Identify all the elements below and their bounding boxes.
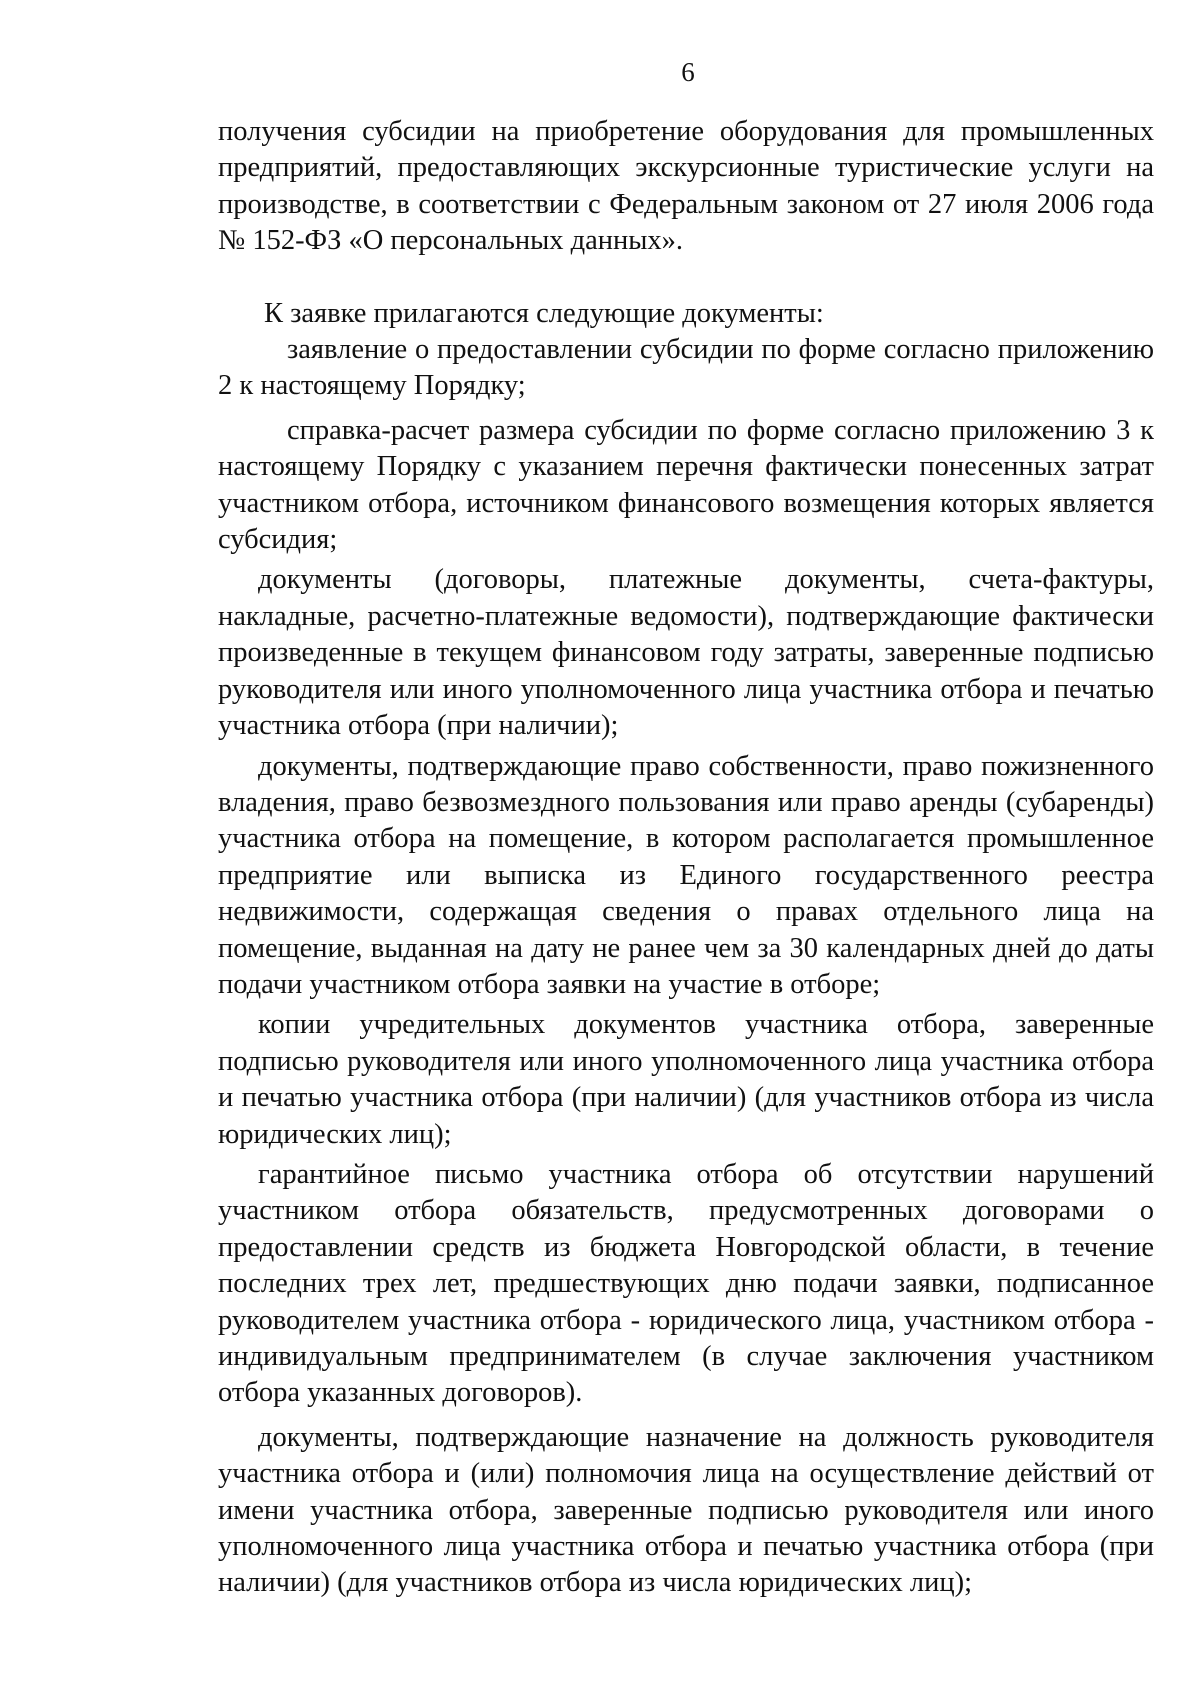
paragraph-consent-continuation: получения субсидии на приобретение оборудования для промышленных предприятий, предоставляющих экскурсионные туристические услуги на производстве, в соответствии с Федеральным законом от 27 июля 2006 года № 152-ФЗ «О персональных данных». — [218, 116, 1154, 257]
paragraph-application-form: заявление о предоставлении субсидии по форме согласно приложению 2 к настоящему Порядку; — [218, 334, 1154, 402]
paragraph-founding-documents: копии учредительных документов участника отбора, заверенные подписью руководителя или иного уполномоченного лица участника отбора и печатью участника отбора (при наличии) (для участников отбора из числа юридических лиц); — [218, 1009, 1154, 1150]
page-number: 6 — [681, 57, 695, 87]
paragraph-guarantee-letter: гарантийное письмо участника отбора об отсутствии нарушений участником отбора обязательств, предусмотренных договорами о предоставлении средств из бюджета Новгородской области, в течение последних трех лет, предшествующих дню подачи заявки, подписанное руководителем участника отбора - юридического лица, участником отбора - индивидуальным предпринимателем (в случае заключения участником отбора указанных договоров). — [218, 1158, 1154, 1409]
document-body — [218, 114, 1154, 1602]
paragraph-calculation-certificate: справка-расчет размера субсидии по форме согласно приложению 3 к настоящему Порядку с указанием перечня фактически понесенных затрат участником отбора, источником финансового возмещения которых является субсидия; — [218, 414, 1154, 556]
paragraph-appointment-documents: документы, подтверждающие назначение на должность руководителя участника отбора и (или) полномочия лица на осуществление действий от имени участника отбора, заверенные подписью руководителя или иного уполномоченного лица участника отбора и печатью участника отбора (при наличии) (для участников отбора из числа юридических лиц); — [218, 1421, 1154, 1599]
paragraph-property-rights-documents: документы, подтверждающие право собственности, право пожизненного владения, право безвозмездного пользования или право аренды (субаренды) участника отбора на помещение, в котором располагается промышленное предприятие или выписка из Единого государственного реестра недвижимости, содержащая сведения о правах отдельного лица на помещение, выданная на дату не ранее чем за 30 календарных дней до даты подачи участником отбора заявки на участие в отборе; — [218, 750, 1154, 1000]
paragraph-attachments-heading: К заявке прилагаются следующие документы: — [264, 297, 824, 329]
paragraph-expense-documents: документы (договоры, платежные документы, счета-фактуры, накладные, расчетно-платежные ведомости), подтверждающие фактически произведенные в текущем финансовом году затраты, заверенные подписью руководителя или иного уполномоченного лица участника отбора и печатью участника отбора (при наличии); — [218, 564, 1154, 742]
